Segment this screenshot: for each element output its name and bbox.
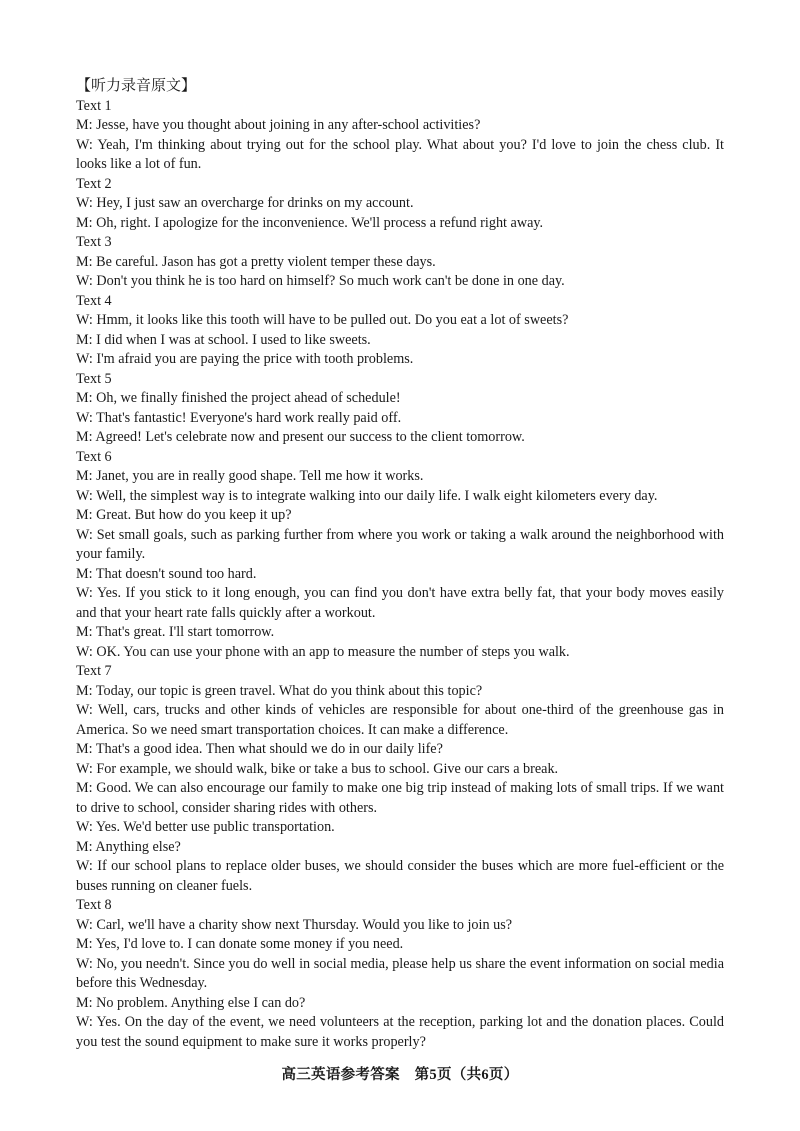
- text-label: Text 8: [76, 897, 112, 913]
- page-footer: 高三英语参考答案 第5页（共6页）: [281, 1067, 519, 1083]
- dialogue-line: M: Great. But how do you keep it up?: [76, 507, 292, 523]
- dialogue-line: W: For example, we should walk, bike or take a bus to school. Give our cars a break.: [76, 760, 559, 777]
- dialogue-line: W: Yes. If you stick to it long enough, you can find you don't have extra belly fat, that your body moves easily and that your heart rate falls quickly after a workout.: [76, 585, 724, 621]
- dialogue-line: W: Set small goals, such as parking further from where you work or taking a walk around the neighborhood with your family.: [76, 526, 724, 562]
- dialogue-line: W: Yes. On the day of the event, we need volunteers at the reception, parking lot and the donation places. Could you test the sound equipment to make sure it works properly?: [76, 1014, 724, 1050]
- dialogue-line: M: That doesn't sound too hard.: [76, 565, 257, 582]
- dialogue-line: W: That's fantastic! Everyone's hard work really paid off.: [76, 409, 402, 426]
- dialogue-line: W: Hey, I just saw an overcharge for drinks on my account.: [76, 195, 414, 211]
- text-label: Text 1: [76, 97, 112, 114]
- dialogue-line: W: I'm afraid you are paying the price with tooth problems.: [76, 351, 414, 367]
- dialogue-line: W: Hmm, it looks like this tooth will have to be pulled out. Do you eat a lot of sweets?: [76, 312, 569, 328]
- text-label: Text 6: [76, 448, 112, 465]
- dialogue-line: W: Don't you think he is too hard on himself? So much work can't be done in one day.: [76, 273, 565, 289]
- dialogue-line: M: Good. We can also encourage our family to make one big trip instead of making lots of small trips. If we want to drive to school, consider sharing rides with others.: [76, 780, 724, 816]
- dialogue-line: M: Be careful. Jason has got a pretty violent temper these days.: [76, 253, 436, 270]
- dialogue-line: W: Well, the simplest way is to integrate walking into our daily life. I walk eight kilometers every day.: [76, 487, 658, 504]
- dialogue-line: W: Carl, we'll have a charity show next Thursday. Would you like to join us?: [76, 916, 513, 933]
- dialogue-line: M: I did when I was at school. I used to like sweets.: [76, 331, 371, 348]
- text-label: Text 4: [76, 292, 112, 309]
- dialogue-line: M: Yes, I'd love to. I can donate some money if you need.: [76, 936, 404, 952]
- text-block: [76, 292, 724, 370]
- text-label: Text 7: [76, 663, 112, 679]
- dialogue-line: W: OK. You can use your phone with an app to measure the number of steps you walk.: [76, 643, 570, 660]
- dialogue-line: W: No, you needn't. Since you do well in social media, please help us share the event information on social media before this Wednesday.: [76, 955, 724, 991]
- dialogue-line: M: Jesse, have you thought about joining in any after-school activities?: [76, 117, 481, 133]
- dialogue-line: M: Janet, you are in really good shape. Tell me how it works.: [76, 468, 424, 484]
- dialogue-line: W: Yes. We'd better use public transportation.: [76, 819, 335, 835]
- text-label: Text 5: [76, 370, 112, 387]
- text-block: [76, 233, 724, 292]
- dialogue-line: W: Well, cars, trucks and other kinds of vehicles are responsible for about one-third of the greenhouse gas in America. So we need smart transportation choices. It can make a difference.: [76, 702, 724, 738]
- dialogue-line: M: Oh, right. I apologize for the inconvenience. We'll process a refund right away.: [76, 214, 544, 231]
- dialogue-line: M: Oh, we finally finished the project ahead of schedule!: [76, 390, 401, 406]
- text-block: [76, 370, 724, 448]
- text-label: Text 3: [76, 234, 112, 250]
- dialogue-line: M: Agreed! Let's celebrate now and present our success to the client tomorrow.: [76, 429, 525, 445]
- text-block: [76, 448, 724, 663]
- text-block: [76, 896, 724, 1052]
- transcript-texts: [76, 97, 724, 1053]
- text-block: [76, 97, 724, 175]
- dialogue-line: M: No problem. Anything else I can do?: [76, 994, 306, 1011]
- dialogue-line: W: If our school plans to replace older buses, we should consider the buses which are more fuel-efficient or the buses running on cleaner fuels.: [76, 858, 724, 894]
- dialogue-line: M: That's a good idea. Then what should we do in our daily life?: [76, 741, 443, 757]
- dialogue-line: W: Yeah, I'm thinking about trying out for the school play. What about you? I'd love to join the chess club. It looks like a lot of fun.: [76, 136, 724, 172]
- section-heading: 【听力录音原文】: [76, 78, 197, 94]
- dialogue-line: M: That's great. I'll start tomorrow.: [76, 624, 275, 640]
- dialogue-line: M: Today, our topic is green travel. What do you think about this topic?: [76, 682, 483, 699]
- transcript-page: [76, 77, 724, 1052]
- text-label: Text 2: [76, 175, 112, 192]
- text-block: [76, 662, 724, 896]
- text-block: [76, 175, 724, 234]
- dialogue-line: M: Anything else?: [76, 838, 181, 855]
